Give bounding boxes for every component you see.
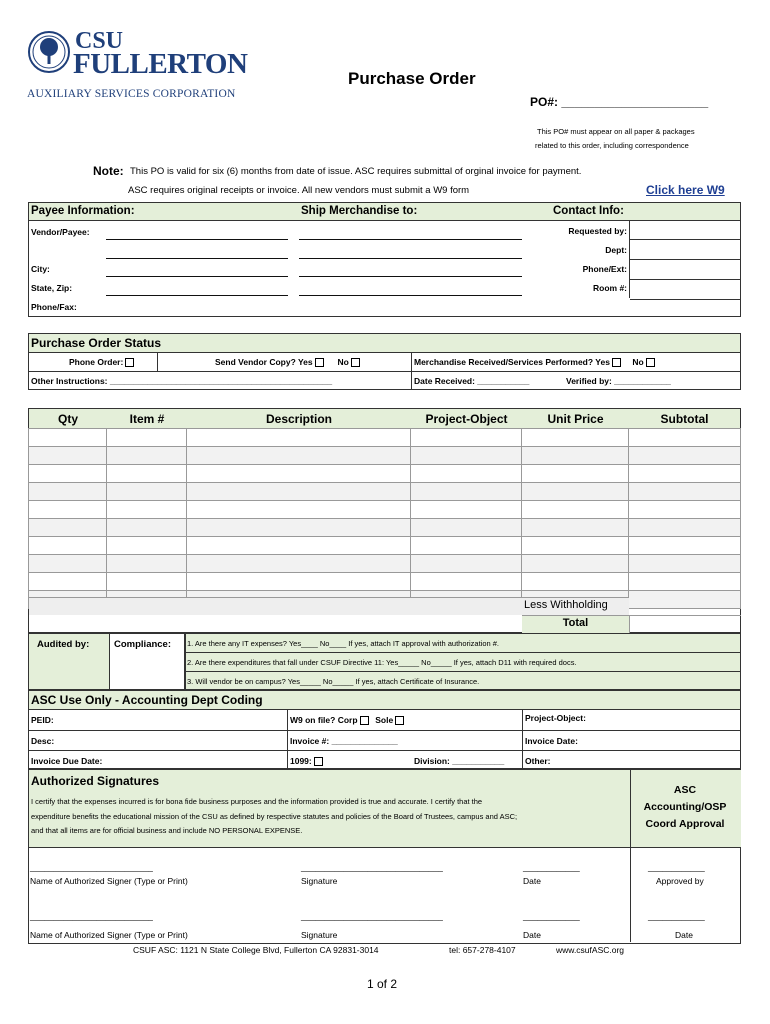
vendor-field-line-2[interactable] [106,258,288,259]
phone-ext-field[interactable] [630,260,741,280]
status-divider-1 [157,352,158,371]
requested-by-field[interactable] [630,220,741,240]
col-item: Item # [129,412,165,426]
send-copy-yes-checkbox[interactable] [315,358,324,367]
po-number-field[interactable]: PO#: ______________________ [530,95,709,109]
signer-name-line-2[interactable]: __________________________ [30,911,153,921]
form-1099: 1099: [290,756,325,766]
footer-website[interactable]: www.csufASC.org [556,945,625,955]
project-object-field[interactable]: Project-Object: [525,713,586,723]
send-copy-no-checkbox[interactable] [351,358,360,367]
ship-field-line-2[interactable] [299,258,522,259]
asc-row-line-1 [29,730,740,731]
total-label: Total [562,617,589,629]
division-field[interactable]: Division: ___________ [414,756,505,766]
state-field-line[interactable] [106,295,288,296]
logo-asc: AUXILIARY SERVICES CORPORATION [27,88,236,100]
col-description: Description [265,412,332,426]
table-row[interactable] [29,465,741,483]
phone-ext-label: Phone/Ext: [582,264,627,274]
date-label-1: Date [523,876,541,886]
compliance-row-line-1 [184,652,740,653]
dept-label: Dept: [605,245,627,255]
signatures-heading: Authorized Signatures [31,774,160,788]
room-label: Room #: [593,283,627,293]
po-note-1: This PO# must appear on all paper & packages [537,127,695,136]
payee-section [28,202,741,317]
asc-approval-3: Coord Approval [645,818,725,830]
asc-col-line-2 [522,709,523,769]
col-unit-price: Unit Price [547,412,604,426]
col-qty: Qty [57,412,78,426]
certification-line-2: expenditure benefits the educational mission of the CSU as defined by respective statutes and policies of the Board of Trustees, campus and ASC; [31,812,518,821]
vendor-field-line-1[interactable] [106,239,288,240]
date-line-1[interactable]: ____________ [523,862,580,872]
asc-coding-section [28,690,741,769]
approved-line[interactable]: ____________ [648,862,705,872]
send-copy-label: Send Vendor Copy? Yes No [215,357,362,367]
asc-heading: ASC Use Only - Accounting Dept Coding [31,693,263,707]
room-field[interactable] [630,280,741,300]
dept-field[interactable] [630,240,741,260]
table-row[interactable] [29,555,741,573]
signer-name-label-2: Name of Authorized Signer (Type or Print) [30,930,188,940]
po-note-2: related to this order, including correspondence [535,141,689,150]
phone-order-checkbox[interactable] [125,358,134,367]
certification-line-1: I certify that the expenses incurred is for bona fide business purposes and the information provided is true and accurate. I certify that the [31,797,483,806]
note-label: Note: [93,164,124,178]
asc-col-line-1 [287,709,288,769]
logo [27,30,287,100]
ship-field-line-3[interactable] [299,276,522,277]
signature-label-1: Signature [301,876,338,886]
tree-seal-icon [27,30,71,74]
table-row[interactable] [29,501,741,519]
po-status-section [28,333,741,390]
col-project-object: Project-Object [425,412,508,426]
page-number: 1 of 2 [367,977,398,991]
footer-tel: tel: 657-278-4107 [449,945,516,955]
contact-fields [629,220,741,298]
logo-csu: CSU [75,28,124,54]
received-no-checkbox[interactable] [646,358,655,367]
note-line-1: This PO is valid for six (6) months from date of issue. ASC requires submittal of orginal invoice for payment. [130,166,582,177]
table-row[interactable] [29,447,741,465]
table-row[interactable] [29,537,741,555]
form-1099-checkbox[interactable] [314,757,323,766]
date-line-2[interactable]: ____________ [523,911,580,921]
total-value-field[interactable] [629,615,741,634]
invoice-date-field[interactable]: Invoice Date: [525,736,578,746]
asc-row-line-2 [29,750,740,751]
signer-name-line-1[interactable]: __________________________ [30,862,153,872]
note-line-2: ASC requires original receipts or invoice. All new vendors must submit a W9 form [128,185,470,196]
certification-line-3: and that all items are for official business and include NO PERSONAL EXPENSE. [31,826,303,835]
audited-by-label: Audited by: [37,639,90,650]
status-divider-2 [411,352,412,390]
asc-approval-1: ASC [673,784,697,796]
w9-link[interactable]: Click here W9 [646,183,725,197]
approval-date-line[interactable]: ____________ [648,911,705,921]
verified-by-field[interactable]: Verified by: ____________ [566,376,671,386]
vendor-label: Vendor/Payee: [31,227,90,237]
w9-sole-checkbox[interactable] [395,716,404,725]
ship-heading: Ship Merchandise to: [301,205,418,217]
other-instructions-field[interactable]: Other Instructions: _______________________________________________ [31,376,333,386]
requested-by-label: Requested by: [568,226,627,236]
po-status-heading: Purchase Order Status [31,336,162,350]
w9-on-file: W9 on file? Corp Sole [290,715,406,725]
compliance-q2: 2. Are there expenditures that fall under CSUF Directive 11: Yes_____ No_____ If yes, attach D11 with required docs. [187,658,577,667]
w9-corp-checkbox[interactable] [360,716,369,725]
signature-label-2: Signature [301,930,338,940]
signature-line-1[interactable]: ______________________________ [301,862,443,872]
compliance-q3: 3. Will vendor be on campus? Yes_____ No_____ If yes, attach Certificate of Insurance. [187,677,480,686]
received-yes-checkbox[interactable] [612,358,621,367]
contact-heading: Contact Info: [553,205,624,217]
col-subtotal: Subtotal [660,412,709,426]
phone-order-label: Phone Order: [69,357,136,367]
approved-by-label: Approved by [656,876,704,886]
approval-date-label: Date [675,930,693,940]
signature-line-2[interactable]: ______________________________ [301,911,443,921]
state-label: State, Zip: [31,283,73,293]
less-withholding-label: Less Withholding [524,599,608,611]
items-grid [28,428,741,609]
phone-fax-label: Phone/Fax: [31,302,77,312]
items-table [28,408,741,633]
approval-column-border [630,848,631,942]
signatures-section [28,769,741,848]
page-title: Purchase Order [348,69,476,88]
city-field-line[interactable] [106,276,288,277]
other-field[interactable]: Other: [525,756,551,766]
city-label: City: [31,264,50,274]
peid-field[interactable]: PEID: [31,715,54,725]
ship-field-line-4[interactable] [299,295,522,296]
audit-section [28,633,741,690]
invoice-due-date-field[interactable]: Invoice Due Date: [31,756,103,766]
ship-field-line-1[interactable] [299,239,522,240]
desc-field[interactable]: Desc: [31,736,55,746]
date-received-field[interactable]: Date Received: ___________ [414,376,530,386]
compliance-q1: 1. Are there any IT expenses? Yes____ No____ If yes, attach IT approval with authorization #. [187,639,500,648]
compliance-row-line-2 [184,671,740,672]
table-row[interactable] [29,429,741,447]
compliance-divider [184,634,185,689]
table-row[interactable] [29,573,741,591]
table-row[interactable] [29,519,741,537]
footer-address: CSUF ASC: 1121 N State College Blvd, Fullerton CA 92831-3014 [133,945,379,955]
logo-fullerton: FULLERTON [73,48,248,80]
invoice-number-field[interactable]: Invoice #: ______________ [290,736,398,746]
signer-name-label-1: Name of Authorized Signer (Type or Print) [30,876,188,886]
payee-heading: Payee Information: [31,205,135,217]
received-label: Merchandise Received/Services Performed? Yes No [414,357,657,367]
date-label-2: Date [523,930,541,940]
compliance-label: Compliance: [114,639,172,650]
table-row[interactable] [29,483,741,501]
asc-approval-2: Accounting/OSP [643,801,727,813]
